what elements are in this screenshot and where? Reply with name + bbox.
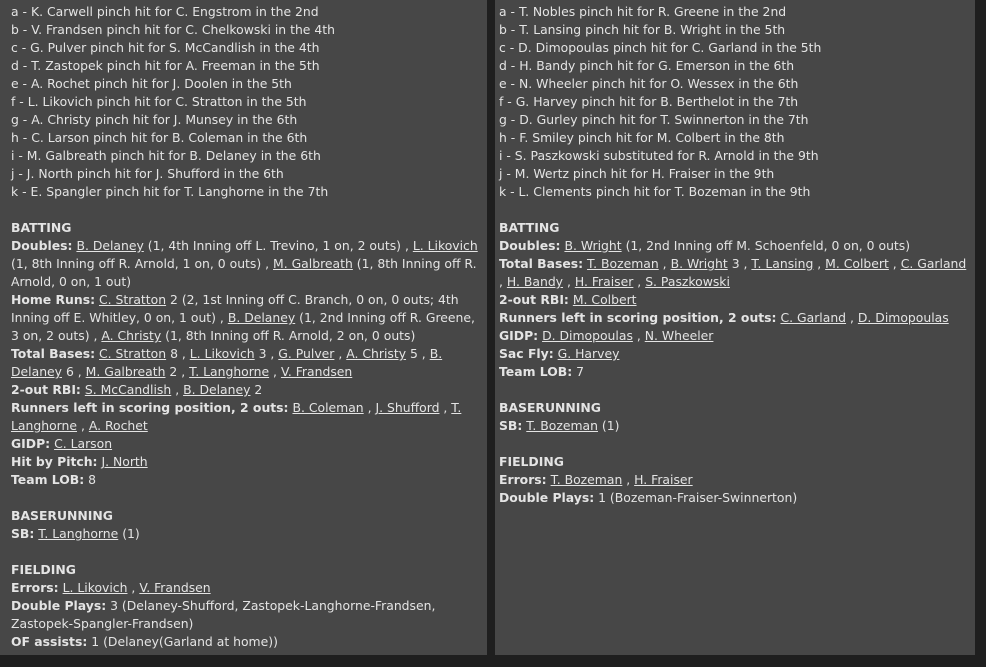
gidp-stat-row [499,327,970,345]
sb-stat-row [499,417,970,435]
stat-detail: , [622,472,635,487]
player-link[interactable]: T. Bozeman [550,472,623,487]
hit-by-pitch-stat-row [11,453,482,471]
runners-left-in-scoring-position-2-outs-stat-row [499,309,970,327]
baserunning-section-title: BASERUNNING [11,508,113,523]
stat-label: GIDP: [499,328,539,343]
substitution-note: i - S. Paszkowski substituted for R. Arnold in the 9th [499,148,819,163]
section-spacer [11,201,482,219]
stat-detail: (1, 8th Inning off R. Arnold, 1 on, 0 outs) , [11,256,274,271]
substitution-note: k - E. Spangler pinch hit for T. Langhorne in the 7th [11,184,329,199]
stat-detail: 5 , [406,346,430,361]
stat-label: OF assists: [11,634,88,649]
stat-detail: (1) [597,418,620,433]
player-link[interactable]: M. Colbert [825,256,889,271]
stat-detail: , [77,418,89,433]
fielding-section-title: FIELDING [499,454,564,469]
player-link[interactable]: A. Rochet [88,418,148,433]
doubles-stat-row [499,237,970,255]
substitution-note: j - J. North pinch hit for J. Shufford in the 6th [11,166,284,181]
stat-label: Doubles: [499,238,561,253]
stat-detail: 3 (Delaney-Shufford, Zastopek-Langhorne-Frandsen, Zastopek-Spangler-Frandsen) [11,598,436,631]
player-link[interactable]: T. Langhorne [38,526,119,541]
2-out-rbi-stat-row [499,291,970,309]
gidp-stat-row [11,435,482,453]
2-out-rbi-stat-row [11,381,482,399]
player-link[interactable]: L. Likovich [189,346,255,361]
baserunning-section-title: BASERUNNING [499,400,601,415]
player-link[interactable]: H. Fraiser [634,472,693,487]
stat-detail: (1, 2nd Inning off R. Greene, 3 on, 2 outs) , [11,310,475,343]
substitution-note: d - H. Bandy pinch hit for G. Emerson in the 6th [499,58,795,73]
player-link[interactable]: J. Shufford [375,400,440,415]
player-link[interactable]: G. Pulver [278,346,335,361]
sac-fly-stat-row [499,345,970,363]
doubles-stat-row [11,237,482,291]
stat-detail: , [633,274,646,289]
stat-detail: , [334,346,347,361]
total-bases-stat-row [499,255,970,291]
player-link[interactable]: D. Dimopoulas [542,328,633,343]
away-team-notes-panel [0,0,487,655]
substitution-note: d - T. Zastopek pinch hit for A. Freeman in the 5th [11,58,320,73]
player-link[interactable]: B. Delaney [183,382,251,397]
stat-detail: 8 , [166,346,190,361]
player-link[interactable]: T. Bozeman [587,256,659,271]
substitution-note: i - M. Galbreath pinch hit for B. Delaney in the 6th [11,148,321,163]
player-link[interactable]: S. Paszkowski [645,274,730,289]
stat-detail: , [632,328,645,343]
stat-detail: (1, 8th Inning off R. Arnold, 0 on, 1 out) [11,256,477,289]
stat-detail: , [269,364,281,379]
stat-label: SB: [499,418,523,433]
stat-detail: , [658,256,671,271]
player-link[interactable]: V. Frandsen [139,580,211,595]
player-link[interactable]: C. Larson [54,436,113,451]
player-link[interactable]: C. Stratton [99,346,167,361]
double-plays-stat-row [11,597,482,633]
stat-label: Doubles: [11,238,73,253]
player-link[interactable]: C. Garland [780,310,847,325]
substitution-note: f - L. Likovich pinch hit for C. Stratton in the 5th [11,94,307,109]
stat-label: Total Bases: [11,346,96,361]
stat-label: SB: [11,526,35,541]
stat-detail: , [563,274,575,289]
section-spacer [499,201,970,219]
stat-detail: 1 (Delaney(Garland at home)) [87,634,278,649]
substitution-note: e - N. Wheeler pinch hit for O. Wessex in the 6th [499,76,799,91]
player-link[interactable]: L. Likovich [62,580,128,595]
substitution-note: g - A. Christy pinch hit for J. Munsey in the 6th [11,112,298,127]
substitution-note: k - L. Clements pinch hit for T. Bozeman in the 9th [499,184,811,199]
stat-label: 2-out RBI: [499,292,569,307]
stat-label: Runners left in scoring position, 2 outs: [11,400,289,415]
total-bases-stat-row [11,345,482,381]
stat-detail: (1, 4th Inning off L. Trevino, 1 on, 2 outs) , [143,238,413,253]
player-link[interactable]: N. Wheeler [644,328,714,343]
errors-stat-row [499,471,970,489]
stat-detail: (1) [118,526,140,541]
stat-detail: 3 , [254,346,279,361]
player-link[interactable]: B. Wright [670,256,728,271]
stat-detail: 1 (Bozeman-Fraiser-Swinnerton) [594,490,798,505]
section-spacer [499,435,970,453]
stat-detail: , [846,310,858,325]
stat-detail: , [363,400,376,415]
stat-label: Team LOB: [499,364,573,379]
errors-stat-row [11,579,482,597]
substitution-note: a - T. Nobles pinch hit for R. Greene in the 2nd [499,4,787,19]
home-runs-stat-row [11,291,482,345]
double-plays-stat-row [499,489,970,507]
stat-label: GIDP: [11,436,51,451]
player-link[interactable]: C. Garland [900,256,967,271]
stat-detail: , [127,580,140,595]
player-link[interactable]: A. Christy [346,346,407,361]
substitution-note: c - D. Dimopoulas pinch hit for C. Garland in the 5th [499,40,822,55]
player-link[interactable]: L. Likovich [412,238,478,253]
stat-detail: 2 , [165,364,190,379]
player-link[interactable]: T. Lansing [751,256,814,271]
player-link[interactable]: A. Christy [101,328,162,343]
substitution-note: h - C. Larson pinch hit for B. Coleman in the 6th [11,130,308,145]
substitution-note: h - F. Smiley pinch hit for M. Colbert in the 8th [499,130,785,145]
stat-label: Double Plays: [11,598,107,613]
sb-stat-row [11,525,482,543]
runners-left-in-scoring-position-2-outs-stat-row [11,399,482,435]
stat-label: Errors: [499,472,547,487]
player-link[interactable]: H. Bandy [506,274,564,289]
stat-label: Runners left in scoring position, 2 outs: [499,310,777,325]
stat-label: 2-out RBI: [11,382,81,397]
batting-section-title: BATTING [499,220,560,235]
player-link[interactable]: B. Delaney [227,310,296,325]
player-link[interactable]: G. Harvey [557,346,620,361]
player-link[interactable]: J. North [101,454,148,469]
stat-detail: 7 [572,364,585,379]
stat-detail: 6 , [62,364,86,379]
player-link[interactable]: M. Galbreath [273,256,353,271]
stat-label: Sac Fly: [499,346,554,361]
substitution-note: j - M. Wertz pinch hit for H. Fraiser in the 9th [499,166,775,181]
stat-detail: 3 , [727,256,752,271]
team-lob-stat-row [499,363,970,381]
team-lob-stat-row [11,471,482,489]
section-spacer [11,489,482,507]
player-link[interactable]: C. Stratton [98,292,167,307]
player-link[interactable]: H. Fraiser [574,274,634,289]
substitution-note: b - T. Lansing pinch hit for B. Wright in the 5th [499,22,786,37]
substitution-note: e - A. Rochet pinch hit for J. Doolen in the 5th [11,76,292,91]
stat-detail: 2 (2, 1st Inning off C. Branch, 0 on, 0 outs; 4th Inning off E. Whitley, 0 on, 1 out) , [11,292,459,325]
player-link[interactable]: B. Wright [564,238,622,253]
substitution-note: a - K. Carwell pinch hit for C. Engstrom in the 2nd [11,4,319,19]
player-link[interactable]: D. Dimopoulas [857,310,949,325]
player-link[interactable]: S. McCandlish [84,382,172,397]
player-link[interactable]: V. Frandsen [280,364,353,379]
batting-section-title: BATTING [11,220,72,235]
section-spacer [499,381,970,399]
stat-detail: 8 [84,472,97,487]
stat-detail: 2 [250,382,263,397]
stat-detail: (1, 2nd Inning off M. Schoenfeld, 0 on, 0 outs) [621,238,911,253]
player-link[interactable]: M. Galbreath [85,364,166,379]
player-link[interactable]: M. Colbert [572,292,637,307]
player-link[interactable]: T. Langhorne [11,400,462,433]
player-link[interactable]: B. Coleman [292,400,364,415]
stat-detail: , [171,382,184,397]
stat-label: Total Bases: [499,256,584,271]
stat-label: Hit by Pitch: [11,454,98,469]
substitution-note: b - V. Frandsen pinch hit for C. Chelkowski in the 4th [11,22,335,37]
substitution-note: c - G. Pulver pinch hit for S. McCandlish in the 4th [11,40,320,55]
stat-detail: , [499,274,507,289]
stat-label: Errors: [11,580,59,595]
substitution-note: g - D. Gurley pinch hit for T. Swinnerton in the 7th [499,112,809,127]
fielding-section-title: FIELDING [11,562,76,577]
substitution-note: f - G. Harvey pinch hit for B. Berthelot in the 7th [499,94,799,109]
stat-label: Double Plays: [499,490,595,505]
stat-detail: (1, 8th Inning off R. Arnold, 2 on, 0 outs) [161,328,416,343]
stat-detail: , [813,256,826,271]
player-link[interactable]: T. Langhorne [189,364,270,379]
stat-label: Home Runs: [11,292,96,307]
stat-detail: , [888,256,901,271]
player-link[interactable]: T. Bozeman [526,418,598,433]
section-spacer [11,543,482,561]
player-link[interactable]: B. Delaney [76,238,144,253]
home-team-notes-panel [495,0,975,655]
player-link[interactable]: B. Delaney [11,346,443,379]
of-assists-stat-row [11,633,482,651]
stat-label: Team LOB: [11,472,85,487]
stat-detail: , [439,400,452,415]
